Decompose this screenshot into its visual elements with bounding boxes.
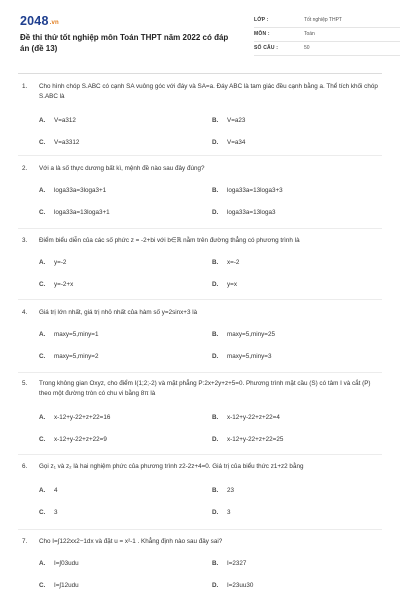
- meta-value: 50: [304, 45, 310, 51]
- option-text: x-12+y-22+z+22=9: [54, 436, 107, 443]
- question-text: Cho hình chóp S.ABC có cạnh SA vuông góc với đáy và SA=a. Đáy ABC là tam giác đều cạnh bằng a. Thể tích khối chóp S.ABC là: [39, 83, 378, 100]
- option-letter: A.: [39, 487, 46, 494]
- option-text: I=∫03udu: [54, 560, 79, 567]
- header: [20, 14, 386, 64]
- option-text: y=-2: [54, 259, 67, 266]
- option-letter: B.: [212, 187, 219, 194]
- option-text: 23: [227, 487, 235, 494]
- option-text: maxy=5,miny=25: [227, 331, 275, 338]
- option-text: x-12+y-22+z+22=4: [227, 414, 280, 421]
- question-number: 5.: [22, 380, 28, 387]
- question-divider: [18, 155, 382, 156]
- header-divider: [18, 73, 382, 74]
- option-text: 4: [54, 487, 58, 494]
- option-text: loga33a=13loga3+3: [227, 187, 283, 194]
- question-text: Điểm biểu diễn của các số phức z = -2+bi với b∈ℝ nằm trên đường thẳng có phương trình là: [39, 237, 300, 244]
- question-text: Trong không gian Oxyz, cho điểm I(1;2;-2) và mặt phẳng P:2x+2y+z+5=0. Phương trình mặt cầu (S) có tâm I và cắt (P) theo một đường tròn có chu vi bằng 8π là: [39, 380, 371, 397]
- option-letter: B.: [212, 560, 219, 567]
- option-letter: D.: [212, 582, 219, 589]
- option-text: V=a34: [227, 139, 246, 146]
- option-letter: C.: [39, 139, 46, 146]
- option-letter: D.: [212, 436, 219, 443]
- option-letter: C.: [39, 281, 46, 288]
- option-letter: C.: [39, 209, 46, 216]
- option-letter: B.: [212, 414, 219, 421]
- question-number: 4.: [22, 309, 28, 316]
- option-letter: A.: [39, 560, 46, 567]
- option-text: I=∫12udu: [54, 582, 79, 589]
- question-divider: [18, 454, 382, 455]
- meta-row-class: [254, 14, 400, 28]
- option-text: y=-2+x: [54, 281, 74, 288]
- option-text: maxy=5,miny=1: [54, 331, 99, 338]
- option-letter: A.: [39, 187, 46, 194]
- question-text: Giá trị lớn nhất, giá trị nhỏ nhất của hàm số y=2sinx+3 là: [39, 309, 198, 316]
- option-letter: C.: [39, 353, 46, 360]
- question-text: Gọi z₁ và z₂ là hai nghiệm phức của phương trình z2-2z+4=0. Giá trị của biểu thức z1+z2 bằng: [39, 463, 304, 470]
- question-divider: [18, 372, 382, 373]
- logo-text: 2048: [20, 14, 49, 28]
- option-letter: B.: [212, 331, 219, 338]
- option-text: maxy=5,miny=2: [54, 353, 99, 360]
- option-letter: B.: [212, 259, 219, 266]
- question-text: Với a là số thực dương bất kì, mệnh đề nào sau đây đúng?: [39, 165, 205, 172]
- option-letter: A.: [39, 117, 46, 124]
- option-letter: B.: [212, 117, 219, 124]
- meta-value: Toán: [304, 31, 315, 37]
- logo-suffix: .vn: [49, 20, 59, 26]
- option-text: V=a23: [227, 117, 246, 124]
- meta-key: LỚP :: [254, 17, 269, 23]
- meta-row-count: [254, 42, 400, 56]
- question-divider: [18, 529, 382, 530]
- option-letter: D.: [212, 353, 219, 360]
- meta-value: Tốt nghiệp THPT: [304, 17, 342, 23]
- question-text: Cho I=∫122xx2−1dx và đặt u = x²-1 . Khẳng định nào sau đây sai?: [39, 538, 223, 545]
- page-title: Đề thi thử tốt nghiệp môn Toán THPT năm 2022 có đáp án (đề 13): [20, 33, 229, 53]
- option-text: x-12+y-22+z+22=25: [227, 436, 284, 443]
- option-text: 3: [227, 509, 231, 516]
- question-number: 6.: [22, 463, 28, 470]
- option-letter: D.: [212, 209, 219, 216]
- option-letter: D.: [212, 281, 219, 288]
- option-text: V=a312: [54, 117, 76, 124]
- option-text: y=x: [227, 281, 237, 288]
- question-number: 7.: [22, 538, 28, 545]
- option-text: maxy=5,miny=3: [227, 353, 272, 360]
- question-number: 1.: [22, 83, 28, 90]
- option-letter: D.: [212, 509, 219, 516]
- option-letter: C.: [39, 436, 46, 443]
- option-text: x-12+y-22+z+22=16: [54, 414, 111, 421]
- option-text: 3: [54, 509, 58, 516]
- option-letter: B.: [212, 487, 219, 494]
- option-letter: D.: [212, 139, 219, 146]
- option-text: I=2327: [227, 560, 247, 567]
- site-logo[interactable]: [20, 14, 59, 28]
- question-divider: [18, 299, 382, 300]
- question-number: 2.: [22, 165, 28, 172]
- option-text: loga33a=13loga3: [227, 209, 276, 216]
- option-letter: A.: [39, 331, 46, 338]
- question-divider: [18, 228, 382, 229]
- meta-row-subject: [254, 28, 400, 42]
- option-letter: A.: [39, 414, 46, 421]
- option-text: V=a3312: [54, 139, 80, 146]
- option-text: I=23uu30: [227, 582, 254, 589]
- exam-meta: [254, 14, 400, 56]
- option-letter: C.: [39, 582, 46, 589]
- question-number: 3.: [22, 237, 28, 244]
- option-text: x=-2: [227, 259, 240, 266]
- option-text: loga33a=13loga3+1: [54, 209, 110, 216]
- option-letter: A.: [39, 259, 46, 266]
- option-letter: C.: [39, 509, 46, 516]
- option-text: loga33a=3loga3+1: [54, 187, 107, 194]
- meta-key: MÔN :: [254, 31, 270, 37]
- meta-key: SỐ CÂU :: [254, 45, 279, 51]
